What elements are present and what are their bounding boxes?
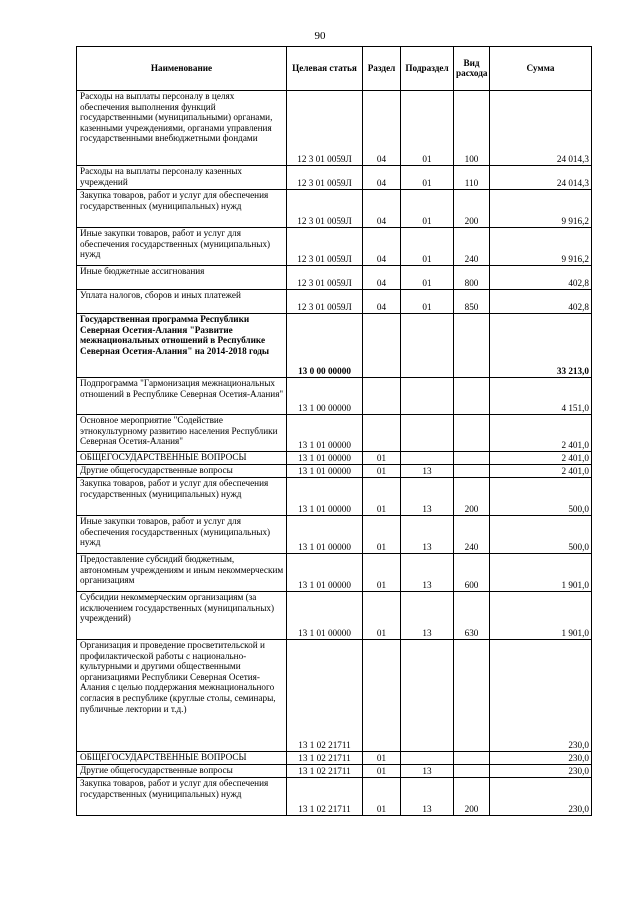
table-body <box>77 91 592 816</box>
row-section: 04 <box>363 190 401 228</box>
row-sum: 230,0 <box>490 765 592 778</box>
row-subsection <box>401 640 454 752</box>
row-section: 01 <box>363 516 401 554</box>
row-sum: 230,0 <box>490 640 592 752</box>
row-type: 200 <box>454 778 490 816</box>
row-type <box>454 378 490 415</box>
row-type: 200 <box>454 190 490 228</box>
row-type <box>454 752 490 765</box>
row-subsection: 01 <box>401 266 454 290</box>
table-row <box>77 452 592 465</box>
row-section: 01 <box>363 592 401 640</box>
table-row <box>77 228 592 266</box>
row-target: 13 1 02 21711 <box>287 778 363 816</box>
row-sum: 1 901,0 <box>490 554 592 592</box>
row-sum: 9 916,2 <box>490 190 592 228</box>
row-sum: 230,0 <box>490 778 592 816</box>
row-section <box>363 415 401 452</box>
row-section: 01 <box>363 752 401 765</box>
row-target: 13 1 02 21711 <box>287 752 363 765</box>
row-type <box>454 640 490 752</box>
row-target: 13 1 01 00000 <box>287 478 363 516</box>
row-name: Субсидии некоммерческим организациям (за исключением государственных (муниципальных) учреждений) <box>77 592 287 640</box>
row-subsection <box>401 752 454 765</box>
row-name: Иные бюджетные ассигнования <box>77 266 287 290</box>
row-type: 200 <box>454 478 490 516</box>
row-type: 600 <box>454 554 490 592</box>
row-target: 13 1 01 00000 <box>287 516 363 554</box>
row-sum: 402,8 <box>490 266 592 290</box>
row-subsection: 13 <box>401 778 454 816</box>
row-type: 630 <box>454 592 490 640</box>
table-row <box>77 640 592 752</box>
row-section: 04 <box>363 228 401 266</box>
row-target: 13 1 01 00000 <box>287 465 363 478</box>
page-number: 90 <box>314 30 326 42</box>
row-section: 01 <box>363 465 401 478</box>
table-row <box>77 378 592 415</box>
row-name: Основное мероприятие "Содействие этнокультурному развитию населения Республики Северная Осетия-Алания" <box>77 415 287 452</box>
row-target: 12 3 01 0059Л <box>287 91 363 166</box>
row-sum: 500,0 <box>490 478 592 516</box>
row-target: 13 1 01 00000 <box>287 415 363 452</box>
row-sum: 2 401,0 <box>490 452 592 465</box>
row-section: 01 <box>363 554 401 592</box>
row-target: 13 0 00 00000 <box>287 314 363 378</box>
row-section: 01 <box>363 478 401 516</box>
row-target: 13 1 00 00000 <box>287 378 363 415</box>
row-type: 240 <box>454 228 490 266</box>
header-section: Раздел <box>363 47 401 91</box>
row-name: Закупка товаров, работ и услуг для обеспечения государственных (муниципальных) нужд <box>77 778 287 816</box>
row-section: 01 <box>363 765 401 778</box>
row-name: Предоставление субсидий бюджетным, автономным учреждениям и иным некоммерческим организациям <box>77 554 287 592</box>
row-sum: 2 401,0 <box>490 415 592 452</box>
row-sum: 33 213,0 <box>490 314 592 378</box>
row-target: 13 1 02 21711 <box>287 640 363 752</box>
row-name: Подпрограмма "Гармонизация межнациональных отношений в Республике Северная Осетия-Алания" <box>77 378 287 415</box>
table-row <box>77 778 592 816</box>
row-section <box>363 640 401 752</box>
row-section <box>363 314 401 378</box>
header-type: Вид расхода <box>454 47 490 91</box>
table-row <box>77 266 592 290</box>
row-name: Другие общегосударственные вопросы <box>77 765 287 778</box>
row-sum: 24 014,3 <box>490 91 592 166</box>
row-subsection: 01 <box>401 91 454 166</box>
row-name: Уплата налогов, сборов и иных платежей <box>77 290 287 314</box>
table-row <box>77 91 592 166</box>
row-name: ОБЩЕГОСУДАРСТВЕННЫЕ ВОПРОСЫ <box>77 752 287 765</box>
table-row <box>77 190 592 228</box>
row-name: ОБЩЕГОСУДАРСТВЕННЫЕ ВОПРОСЫ <box>77 452 287 465</box>
row-type: 800 <box>454 266 490 290</box>
row-target: 13 1 02 21711 <box>287 765 363 778</box>
header-name: Наименование <box>77 47 287 91</box>
row-type <box>454 314 490 378</box>
row-target: 13 1 01 00000 <box>287 592 363 640</box>
table-row <box>77 765 592 778</box>
table-row <box>77 415 592 452</box>
table-row <box>77 752 592 765</box>
row-sum: 1 901,0 <box>490 592 592 640</box>
table-header-row <box>77 47 592 91</box>
row-type <box>454 415 490 452</box>
table-row <box>77 166 592 190</box>
row-subsection <box>401 378 454 415</box>
row-name: Организация и проведение просветительской и профилактической работы с национально-культурными и другими общественными организациями Республики Северная Осетия-Алания с целью поддержания межнационального согласия в республике (круглые столы, семинары, публичные лектории и т.д.) <box>77 640 287 752</box>
row-sum: 2 401,0 <box>490 465 592 478</box>
row-target: 12 3 01 0059Л <box>287 166 363 190</box>
header-sum: Сумма <box>490 47 592 91</box>
row-type: 110 <box>454 166 490 190</box>
row-section: 01 <box>363 452 401 465</box>
row-subsection: 13 <box>401 592 454 640</box>
row-section: 04 <box>363 91 401 166</box>
row-name: Закупка товаров, работ и услуг для обеспечения государственных (муниципальных) нужд <box>77 478 287 516</box>
row-type <box>454 465 490 478</box>
row-target: 13 1 01 00000 <box>287 452 363 465</box>
row-section: 01 <box>363 778 401 816</box>
row-section: 04 <box>363 166 401 190</box>
row-name: Расходы на выплаты персоналу в целях обеспечения выполнения функций государственными (муниципальными) органами, казенными учреждениями, органами управления государственными внебюджетными фондами <box>77 91 287 166</box>
row-subsection: 13 <box>401 554 454 592</box>
table-row <box>77 465 592 478</box>
table-row <box>77 290 592 314</box>
table-row <box>77 592 592 640</box>
row-sum: 24 014,3 <box>490 166 592 190</box>
row-target: 13 1 01 00000 <box>287 554 363 592</box>
row-target: 12 3 01 0059Л <box>287 266 363 290</box>
row-name: Иные закупки товаров, работ и услуг для обеспечения государственных (муниципальных) нужд <box>77 516 287 554</box>
row-target: 12 3 01 0059Л <box>287 190 363 228</box>
row-subsection: 01 <box>401 166 454 190</box>
row-subsection: 13 <box>401 478 454 516</box>
row-subsection: 01 <box>401 290 454 314</box>
row-type: 240 <box>454 516 490 554</box>
row-sum: 4 151,0 <box>490 378 592 415</box>
row-type <box>454 765 490 778</box>
row-type: 100 <box>454 91 490 166</box>
row-subsection: 13 <box>401 765 454 778</box>
row-section <box>363 378 401 415</box>
budget-table <box>76 46 592 816</box>
row-name: Государственная программа Республики Северная Осетия-Алания "Развитие межнациональных отношений в Республике Северная Осетия-Алания" на 2014-2018 годы <box>77 314 287 378</box>
row-subsection: 13 <box>401 516 454 554</box>
row-subsection <box>401 415 454 452</box>
row-target: 12 3 01 0059Л <box>287 290 363 314</box>
table-row <box>77 554 592 592</box>
row-name: Иные закупки товаров, работ и услуг для обеспечения государственных (муниципальных) нужд <box>77 228 287 266</box>
header-subsection: Подраздел <box>401 47 454 91</box>
row-name: Расходы на выплаты персоналу казенных учреждений <box>77 166 287 190</box>
row-subsection: 01 <box>401 228 454 266</box>
row-sum: 9 916,2 <box>490 228 592 266</box>
row-subsection: 13 <box>401 465 454 478</box>
row-target: 12 3 01 0059Л <box>287 228 363 266</box>
row-subsection <box>401 452 454 465</box>
row-section: 04 <box>363 266 401 290</box>
table-row <box>77 478 592 516</box>
row-subsection <box>401 314 454 378</box>
row-subsection: 01 <box>401 190 454 228</box>
row-sum: 402,8 <box>490 290 592 314</box>
row-sum: 230,0 <box>490 752 592 765</box>
row-section: 04 <box>363 290 401 314</box>
row-type <box>454 452 490 465</box>
row-name: Закупка товаров, работ и услуг для обеспечения государственных (муниципальных) нужд <box>77 190 287 228</box>
row-sum: 500,0 <box>490 516 592 554</box>
row-type: 850 <box>454 290 490 314</box>
table-row <box>77 516 592 554</box>
table-row <box>77 314 592 378</box>
row-name: Другие общегосударственные вопросы <box>77 465 287 478</box>
header-target: Целевая статья <box>287 47 363 91</box>
